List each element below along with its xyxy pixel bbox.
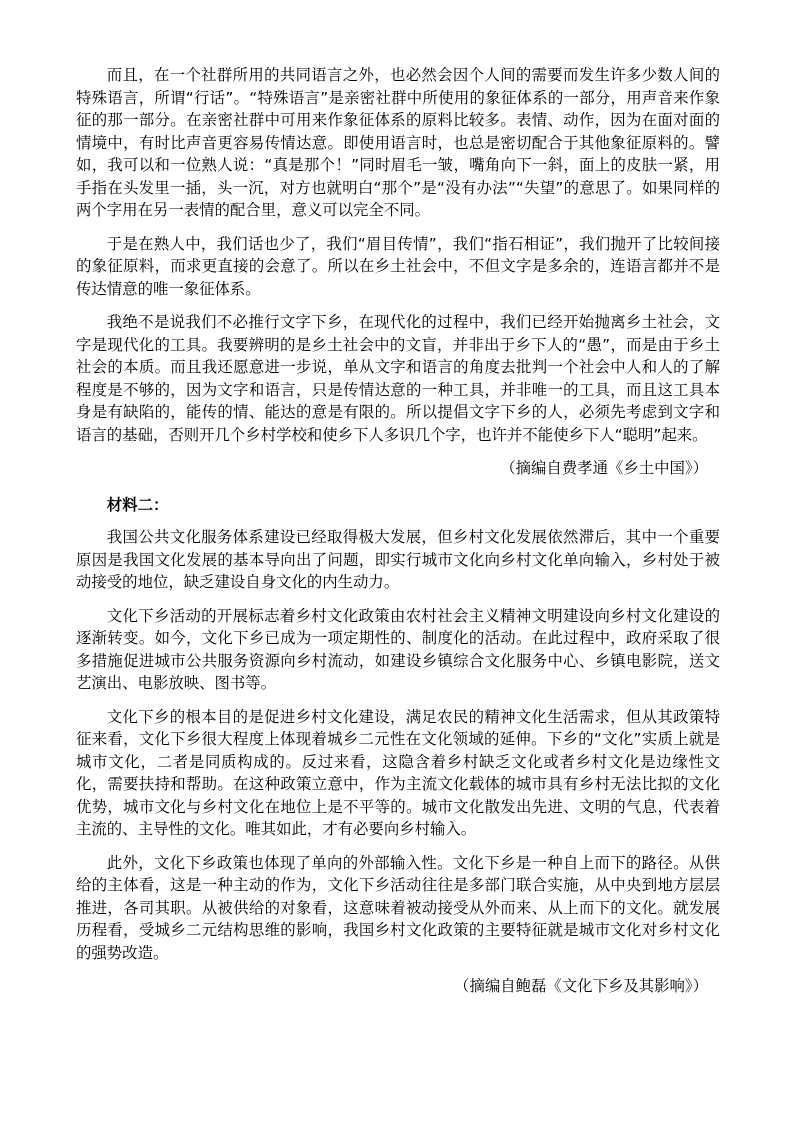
- document-page: [76, 64, 720, 1012]
- material-one-source: （摘编自费孝通《乡土中国》）: [500, 459, 708, 477]
- material-two-paragraph-3: 文化下乡的根本目的是促进乡村文化建设，满足农民的精神文化生活需求，但从其政策特征来看，文化下乡很大程度上体现着城乡二元性在文化领域的延伸。下乡的“文化”实质上就是城市文化，二者是同质构成的。反过来看，这隐含着乡村缺乏文化或者乡村文化是边缘性文化，需要扶持和帮助。在这种政策立意中，作为主流文化载体的城市具有乡村无法比拟的文化优势，城市文化与乡村文化在地位上是不平等的。城市文化散发出先进、文明的气息，代表着主流的、主导性的文化。唯其如此，才有必要向乡村输入。: [76, 707, 720, 838]
- material-two-paragraph-4: 此外，文化下乡政策也体现了单向的外部输入性。文化下乡是一种自上而下的路径。从供给的主体看，这是一种主动的作为，文化下乡活动往往是多部门联合实施，从中央到地方层层推进，各司其职。从被供给的对象看，这意味着被动接受从外而来、从上而下的文化。就发展历程看，受城乡二元结构思维的影响，我国乡村文化政策的主要特征就是城市文化对乡村文化的强势改造。: [76, 853, 720, 962]
- material-two-source: （摘编自鲍磊《文化下乡及其影响》）: [454, 977, 708, 995]
- material-one-paragraph-3: 我绝不是说我们不必推行文字下乡，在现代化的过程中，我们已经开始抛离乡土社会，文字是现代化的工具。我要辨明的是乡土社会中的文盲，并非出于乡下人的“愚”，而是由于乡土社会的本质。而且我还愿意进一步说，单从文字和语言的角度去批判一个社会中人和人的了解程度是不够的，因为文字和语言，只是传情达意的一种工具，并非唯一的工具，而且这工具本身是有缺陷的，能传的情、能达的意是有限的。所以提倡文字下乡的人，必须先考虑到文字和语言的基础，否则开几个乡村学校和使乡下人多识几个字，也许并不能使乡下人“聪明”起来。: [76, 313, 720, 444]
- material-two-paragraph-2: 文化下乡活动的开展标志着乡村文化政策由农村社会主义精神文明建设向乡村文化建设的逐渐转变。如今，文化下乡已成为一项定期性的、制度化的活动。在此过程中，政府采取了很多措施促进城市公共服务资源向乡村流动，如建设乡镇综合文化服务中心、乡镇电影院，送文艺演出、电影放映、图书等。: [76, 606, 720, 692]
- material-two-label: 材料二：: [106, 495, 169, 514]
- material-one-paragraph-2: 于是在熟人中，我们话也少了，我们“眉目传情”，我们“指石相证”，我们抛开了比较间接的象征原料，而求更直接的会意了。所以在乡土社会中，不但文字是多余的，连语言都并不是传达情意的唯一象征体系。: [76, 234, 720, 298]
- material-one-paragraph-1: 而且，在一个社群所用的共同语言之外，也必然会因个人间的需要而发生许多少数人间的特殊语言，所谓“行话”。“特殊语言”是亲密社群中所使用的象征体系的一部分，用声音来作象征的那一部分。在亲密社群中可用来作象征体系的原料比较多。表情、动作，因为在面对面的情境中，有时比声音更容易传情达意。即使用语言时，也总是密切配合于其他象征原料的。譬如，我可以和一位熟人说：“真是那个！”同时眉毛一皱，嘴角向下一斜，面上的皮肤一紧，用手指在头发里一插，头一沉，对方也就明白“那个”是“没有办法”“失望”的意思了。如果同样的两个字用在另一表情的配合里，意义可以完全不同。: [76, 66, 720, 219]
- material-two-paragraph-1: 我国公共文化服务体系建设已经取得极大发展，但乡村文化发展依然滞后，其中一个重要原因是我国文化发展的基本导向出了问题，即实行城市文化向乡村文化单向输入，乡村处于被动接受的地位，缺乏建设自身文化的内生动力。: [76, 528, 720, 591]
